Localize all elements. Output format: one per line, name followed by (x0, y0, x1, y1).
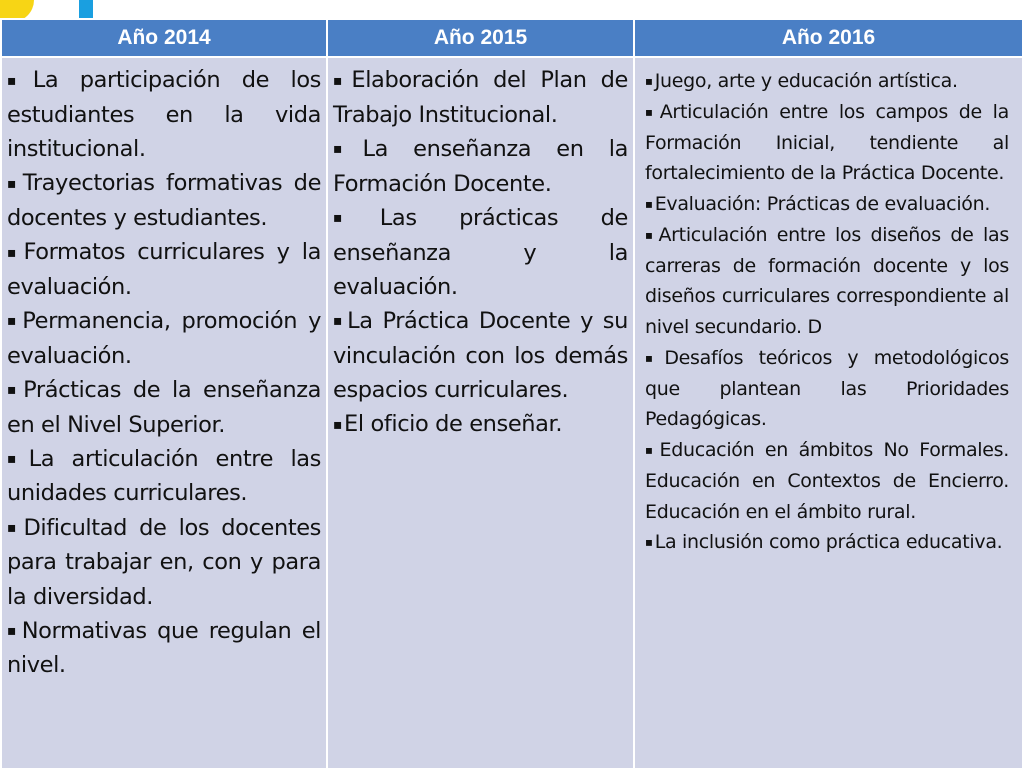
square-bullet-icon: ▪ (333, 210, 378, 227)
list-item (7, 166, 321, 235)
square-bullet-icon: ▪ (645, 227, 657, 242)
column-2015 (327, 57, 634, 769)
list-item (7, 442, 321, 511)
square-bullet-icon: ▪ (7, 623, 20, 640)
list-2015 (328, 58, 633, 442)
list-item (645, 435, 1009, 527)
list-item (7, 511, 321, 614)
list-item (7, 235, 321, 304)
square-bullet-icon: ▪ (7, 451, 27, 468)
list-item-text: Juego, arte y educación artística. (654, 70, 958, 93)
header-2015: Año 2015 (327, 19, 634, 57)
square-bullet-icon: ▪ (7, 520, 22, 537)
column-2016 (634, 57, 1023, 769)
list-item-text: Educación en ámbitos No Formales. Educación en Contextos de Encierro. Educación en el ámbito rural. (645, 439, 1009, 523)
list-item-text: La inclusión como práctica educativa. (654, 531, 1003, 554)
list-item (7, 304, 321, 373)
square-bullet-icon: ▪ (645, 442, 658, 457)
square-bullet-icon: ▪ (645, 535, 653, 550)
list-item (333, 63, 628, 132)
list-item-text: Articulación entre los campos de la Formación Inicial, tendiente al fortalecimiento de la Práctica Docente. (645, 100, 1009, 185)
list-item (333, 201, 628, 304)
list-item-text: Formatos curriculares y la evaluación. (7, 239, 322, 300)
square-bullet-icon: ▪ (645, 350, 663, 365)
square-bullet-icon: ▪ (645, 74, 653, 88)
square-bullet-icon: ▪ (333, 416, 343, 433)
list-item-text: Desafíos teóricos y metodológicos que plantean las Prioridades Pedagógicas. (645, 346, 1009, 431)
column-2014 (1, 57, 327, 769)
list-item-text: La participación de los estudiantes en la vida institucional. (7, 67, 322, 162)
header-2014: Año 2014 (1, 19, 327, 57)
list-item-text: Evaluación: Prácticas de evaluación. (654, 193, 991, 216)
list-item (645, 527, 1009, 558)
list-item (7, 373, 321, 442)
square-bullet-icon: ▪ (7, 244, 22, 261)
content-row (1, 57, 1023, 769)
list-item-text: Permanencia, promoción y evaluación. (7, 307, 321, 369)
list-item (333, 407, 628, 442)
list-2014 (2, 58, 326, 683)
list-item-text: Prácticas de la enseñanza en el Nivel Superior. (7, 376, 322, 438)
list-item-text: Normativas que regulan el nivel. (7, 617, 322, 679)
list-item (645, 189, 1009, 220)
topics-table (0, 18, 1024, 770)
square-bullet-icon: ▪ (7, 382, 22, 399)
header-2016: Año 2016 (634, 19, 1023, 57)
square-bullet-icon: ▪ (7, 313, 21, 330)
header-row (1, 19, 1023, 57)
list-item-text: Articulación entre los diseños de las carreras de formación docente y los diseños curriculares correspondiente al nivel secundario. D (645, 223, 1009, 339)
square-bullet-icon: ▪ (333, 313, 346, 330)
square-bullet-icon: ▪ (7, 175, 21, 192)
list-item-text: Las prácticas de enseñanza y la evaluación. (333, 204, 628, 300)
list-item (333, 304, 628, 407)
square-bullet-icon: ▪ (7, 72, 31, 89)
list-item (645, 97, 1009, 189)
square-bullet-icon: ▪ (645, 197, 653, 212)
list-item-text: Trayectorias formativas de docentes y estudiantes. (7, 170, 322, 231)
list-item (7, 614, 321, 683)
list-item (645, 66, 1009, 97)
list-2016 (635, 58, 1022, 558)
list-item-text: El oficio de enseñar. (344, 411, 563, 438)
list-item (645, 343, 1009, 435)
list-item-text: La Práctica Docente y su vinculación con los demás espacios curriculares. (333, 307, 628, 403)
list-item-text: Elaboración del Plan de Trabajo Institucional. (333, 67, 629, 128)
square-bullet-icon: ▪ (333, 141, 361, 158)
list-item (645, 220, 1009, 343)
list-item (7, 63, 321, 166)
list-item-text: La articulación entre las unidades curriculares. (7, 445, 322, 507)
square-bullet-icon: ▪ (645, 104, 658, 119)
list-item (333, 132, 628, 201)
list-item-text: La enseñanza en la Formación Docente. (333, 135, 629, 197)
square-bullet-icon: ▪ (333, 72, 350, 89)
list-item-text: Dificultad de los docentes para trabajar en, con y para la diversidad. (7, 514, 322, 610)
